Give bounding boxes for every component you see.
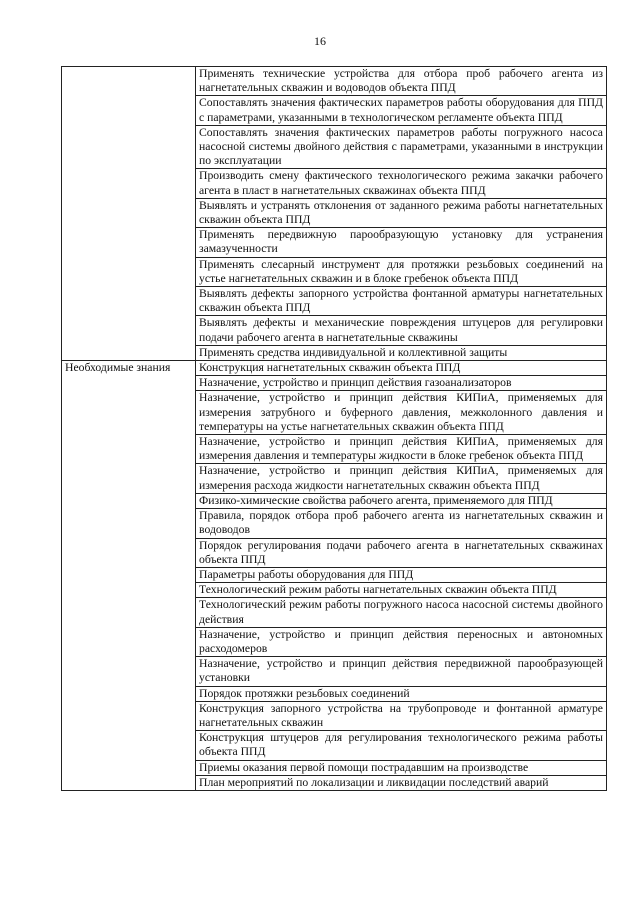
knowledge-item: Назначение, устройство и принцип действия КИПиА, применяемых для измерения затрубного и буферного давления, межколонного давления и температуры на устье нагнетательных скважин объекта ППД <box>196 391 607 435</box>
skill-item: Применять технические устройства для отбора проб рабочего агента из нагнетательных скважин и водоводов объекта ППД <box>196 67 607 96</box>
knowledge-item: Порядок регулирования подачи рабочего агента в нагнетательных скважинах объекта ППД <box>196 538 607 567</box>
table-row <box>62 361 607 376</box>
knowledge-item: Конструкция нагнетательных скважин объекта ППД <box>196 361 607 376</box>
skill-item: Сопоставлять значения фактических параметров работы оборудования для ППД с параметрами, указанными в технологическом регламенте объекта ППД <box>196 96 607 125</box>
knowledge-item: Правила, порядок отбора проб рабочего агента из нагнетательных скважин и водоводов <box>196 509 607 538</box>
page-number: 16 <box>314 34 326 48</box>
knowledge-item: Технологический режим работы нагнетательных скважин объекта ППД <box>196 583 607 598</box>
knowledge-item: Конструкция штуцеров для регулирования технологического режима работы объекта ППД <box>196 731 607 760</box>
knowledge-item: План мероприятий по локализации и ликвидации последствий аварий <box>196 775 607 790</box>
knowledge-item: Назначение, устройство и принцип действия передвижной парообразующей установки <box>196 657 607 686</box>
knowledge-item: Параметры работы оборудования для ППД <box>196 567 607 582</box>
skill-item: Применять слесарный инструмент для протяжки резьбовых соединений на устье нагнетательных скважин и в блоке гребенок объекта ППД <box>196 257 607 286</box>
skill-item: Применять передвижную парообразующую установку для устранения замазученности <box>196 228 607 257</box>
knowledge-item: Порядок протяжки резьбовых соединений <box>196 686 607 701</box>
knowledge-label: Необходимые знания <box>62 361 196 791</box>
knowledge-item: Назначение, устройство и принцип действия КИПиА, применяемых для измерения расхода жидкости нагнетательных скважин объекта ППД <box>196 464 607 493</box>
knowledge-item: Назначение, устройство и принцип действия КИПиА, применяемых для измерения давления и температуры жидкости в блоке гребенок объекта ППД <box>196 435 607 464</box>
table-row <box>62 67 607 96</box>
skill-item: Выявлять и устранять отклонения от заданного режима работы нагнетательных скважин объекта ППД <box>196 198 607 227</box>
skill-item: Выявлять дефекты запорного устройства фонтанной арматуры нагнетательных скважин объекта ППД <box>196 287 607 316</box>
skill-item: Применять средства индивидуальной и коллективной защиты <box>196 345 607 360</box>
skill-item: Выявлять дефекты и механические повреждения штуцеров для регулировки подачи рабочего агента в нагнетательные скважины <box>196 316 607 345</box>
skill-item: Сопоставлять значения фактических параметров работы погружного насоса насосной системы двойного действия с параметрами, указанными в инструкции по эксплуатации <box>196 125 607 169</box>
knowledge-item: Технологический режим работы погружного насоса насосной системы двойного действия <box>196 598 607 627</box>
skills-label-cell <box>62 67 196 361</box>
requirements-table <box>61 66 607 791</box>
knowledge-item: Физико-химические свойства рабочего агента, применяемого для ППД <box>196 493 607 508</box>
skill-item: Производить смену фактического технологического режима закачки рабочего агента в пласт в нагнетательных скважинах объекта ППД <box>196 169 607 198</box>
knowledge-item: Конструкция запорного устройства на трубопроводе и фонтанной арматуре нагнетательных скважин <box>196 701 607 730</box>
knowledge-item: Назначение, устройство и принцип действия переносных и автономных расходомеров <box>196 627 607 656</box>
knowledge-item: Приемы оказания первой помощи пострадавшим на производстве <box>196 760 607 775</box>
knowledge-item: Назначение, устройство и принцип действия газоанализаторов <box>196 376 607 391</box>
